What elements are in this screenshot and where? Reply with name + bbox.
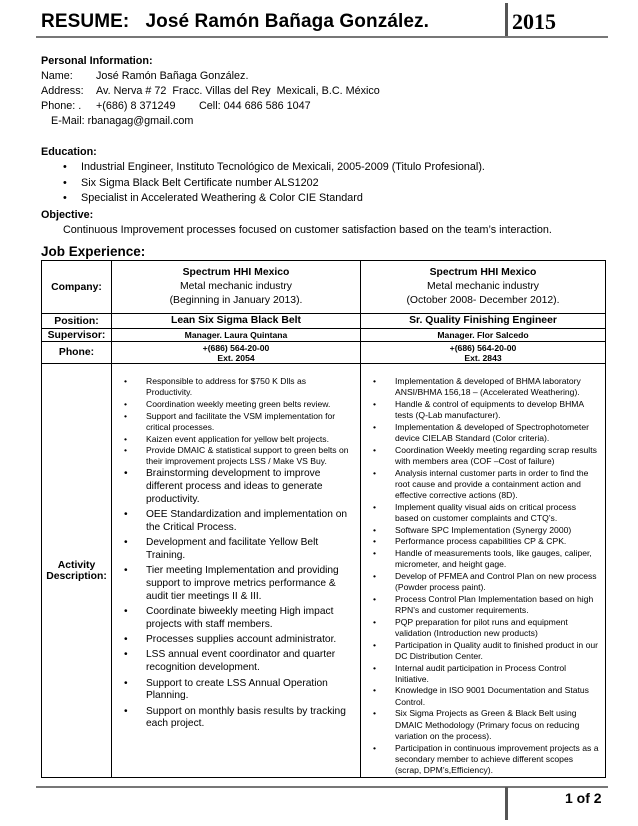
education-item: • Industrial Engineer, Instituto Tecnológico de Mexicali, 2005-2009 (Titulo Profesional).	[41, 160, 485, 176]
objective-section	[41, 208, 552, 238]
personal-heading: Personal Information:	[41, 55, 153, 67]
activity-item: • Handle of measurements tools, like gauges, caliper, micrometer, and height gage.	[395, 548, 599, 570]
position-value-2: Sr. Quality Finishing Engineer	[361, 314, 606, 329]
activity-item: • Support to create LSS Annual Operation Planning.	[146, 678, 354, 704]
activity-item: • Support on monthly basis results by tracking each project.	[146, 706, 354, 732]
company-period: (October 2008- December 2012).	[406, 295, 560, 306]
education-heading: Education:	[41, 146, 97, 158]
company-industry: Metal mechanic industry	[179, 281, 293, 292]
job-experience-heading: Job Experience:	[41, 244, 146, 259]
company-row	[42, 261, 606, 314]
activity-item: • Processes supplies account administrator.	[146, 634, 354, 647]
personal-information	[41, 54, 380, 129]
activity-label: Activity Description:	[42, 364, 112, 778]
phone-row	[42, 342, 606, 364]
header-divider	[505, 3, 508, 36]
address-label: Address:	[41, 85, 84, 97]
activity-item: • Analysis internal customer parts in order to find the root cause and provide a containment action and effective corrective actions (8D).	[395, 468, 599, 502]
resume-year: 2015	[512, 9, 556, 34]
activity-item: • Software SPC Implementation (Synergy 2000)	[395, 525, 599, 536]
activity-item: • Kaizen event application for yellow belt projects.	[146, 434, 354, 445]
position-value-1: Lean Six Sigma Black Belt	[112, 314, 361, 329]
job-phone-1: +(686) 564-20-00	[202, 342, 270, 353]
activity-list-2	[395, 376, 599, 776]
activity-item: • Handle & control of equipments to develop BHMA tests (Q-Lab manufacturer).	[395, 399, 599, 421]
address-row	[41, 84, 380, 99]
education-item: • Six Sigma Black Belt Certificate number ALS1202	[41, 176, 485, 192]
header-rule	[36, 36, 608, 38]
activity-item: • Brainstorming development to improve different process and ideas to generate productivity.	[146, 468, 354, 506]
position-row	[42, 314, 606, 329]
activity-item: • Responsible to address for $750 K Dlls as Productivity.	[146, 376, 354, 398]
activity-item: • LSS annual event coordinator and quarter recognition development.	[146, 649, 354, 675]
company-cell-2	[361, 261, 606, 314]
job-phone-2: +(686) 564-20-00	[449, 342, 517, 353]
phone-value: +(686) 8 371249	[96, 100, 176, 112]
name-label: Name:	[41, 70, 73, 82]
objective-text: Continuous Improvement processes focused on customer satisfaction based on the team’s interaction.	[63, 224, 552, 236]
activity-item: • Implementation & developed of Spectrophotometer device CIELAB Standard (Color criteria).	[395, 422, 599, 444]
activity-item: • OEE Standardization and implementation on the Critical Process.	[146, 509, 354, 535]
activity-item: • PQP preparation for pilot runs and equipment validation (Introduction new products)	[395, 617, 599, 639]
activity-item: • Implementation & developed of BHMA laboratory ANSI/BHMA 156,18 – (Accelerated Weathering).	[395, 376, 599, 398]
job-ext-2: Ext. 2843	[464, 352, 502, 363]
position-label: Position:	[42, 314, 112, 329]
phone-label: Phone: .	[41, 100, 82, 112]
activity-item: • Six Sigma Projects as Green & Black Belt using DMAIC Methodology (Primary focus on reducing variation on the process).	[395, 708, 599, 742]
company-name: Spectrum HHI Mexico	[182, 267, 290, 278]
company-cell-1	[112, 261, 361, 314]
activity-item: • Internal audit participation in Process Control Initiative.	[395, 663, 599, 685]
company-industry: Metal mechanic industry	[426, 281, 540, 292]
activity-row	[42, 364, 606, 778]
activity-cell-2	[361, 364, 606, 778]
name-value: José Ramón Bañaga González.	[96, 70, 249, 82]
activity-list-1	[146, 376, 354, 731]
cell-value: Cell: 044 686 586 1047	[199, 100, 311, 112]
activity-item: • Coordination weekly meeting green belts review.	[146, 399, 354, 410]
phone-label: Phone:	[42, 342, 112, 364]
page-number: 1 of 2	[565, 790, 602, 806]
address-value: Av. Nerva # 72 Fracc. Villas del Rey Mexicali, B.C. México	[96, 85, 380, 97]
supervisor-label: Supervisor:	[42, 329, 112, 342]
company-name: Spectrum HHI Mexico	[429, 267, 537, 278]
education-section	[41, 145, 485, 207]
activity-item: • Performance process capabilities CP & CPK.	[395, 536, 599, 547]
company-period: (Beginning in January 2013).	[169, 295, 303, 306]
objective-heading: Objective:	[41, 209, 94, 221]
activity-item: • Participation in continuous improvement projects as a secondary member to achieve different scopes (scrap, DPM’s,Efficiency).	[395, 743, 599, 777]
activity-item: • Participation in Quality audit to finished product in our DC Distribution Center.	[395, 640, 599, 662]
activity-item: • Knowledge in ISO 9001 Documentation and Status Control.	[395, 685, 599, 707]
activity-item: • Implement quality visual aids on critical process based on customer complaints and CTQ’s.	[395, 502, 599, 524]
activity-item: • Develop of PFMEA and Control Plan on new process (Powder process paint).	[395, 571, 599, 593]
supervisor-value-1: Manager. Laura Quintana	[184, 330, 288, 340]
education-list	[41, 160, 485, 207]
resume-title: RESUME: José Ramón Bañaga González.	[41, 11, 430, 32]
education-item: • Specialist in Accelerated Weathering & Color CIE Standard	[41, 191, 485, 207]
email-row: E-Mail: rbanagag@gmail.com	[51, 115, 194, 127]
footer-divider	[505, 787, 508, 820]
supervisor-value-2: Manager. Flor Salcedo	[437, 330, 529, 340]
activity-item: • Process Control Plan Implementation based on high RPN’s and customer requirements.	[395, 594, 599, 616]
activity-item: • Tier meeting Implementation and providing support to improve metrics performance & audit tier meetings II & III.	[146, 565, 354, 603]
job-ext-1: Ext. 2054	[217, 352, 255, 363]
phone-row	[41, 99, 380, 114]
name-row	[41, 69, 380, 84]
job-experience-table	[41, 260, 606, 778]
activity-item: • Support and facilitate the VSM implementation for critical processes.	[146, 411, 354, 433]
activity-item: • Development and facilitate Yellow Belt Training.	[146, 537, 354, 563]
activity-item: • Coordination Weekly meeting regarding scrap results with members area (COF –Cost of failure)	[395, 445, 599, 467]
supervisor-row	[42, 329, 606, 342]
activity-item: • Provide DMAIC & statistical support to green belts on their improvement projects LSS / Make VS Buy.	[146, 445, 354, 467]
footer-rule	[36, 786, 608, 788]
activity-item: • Coordinate biweekly meeting High impact projects with staff members.	[146, 606, 354, 632]
activity-cell-1	[112, 364, 361, 778]
company-label: Company:	[42, 261, 112, 314]
